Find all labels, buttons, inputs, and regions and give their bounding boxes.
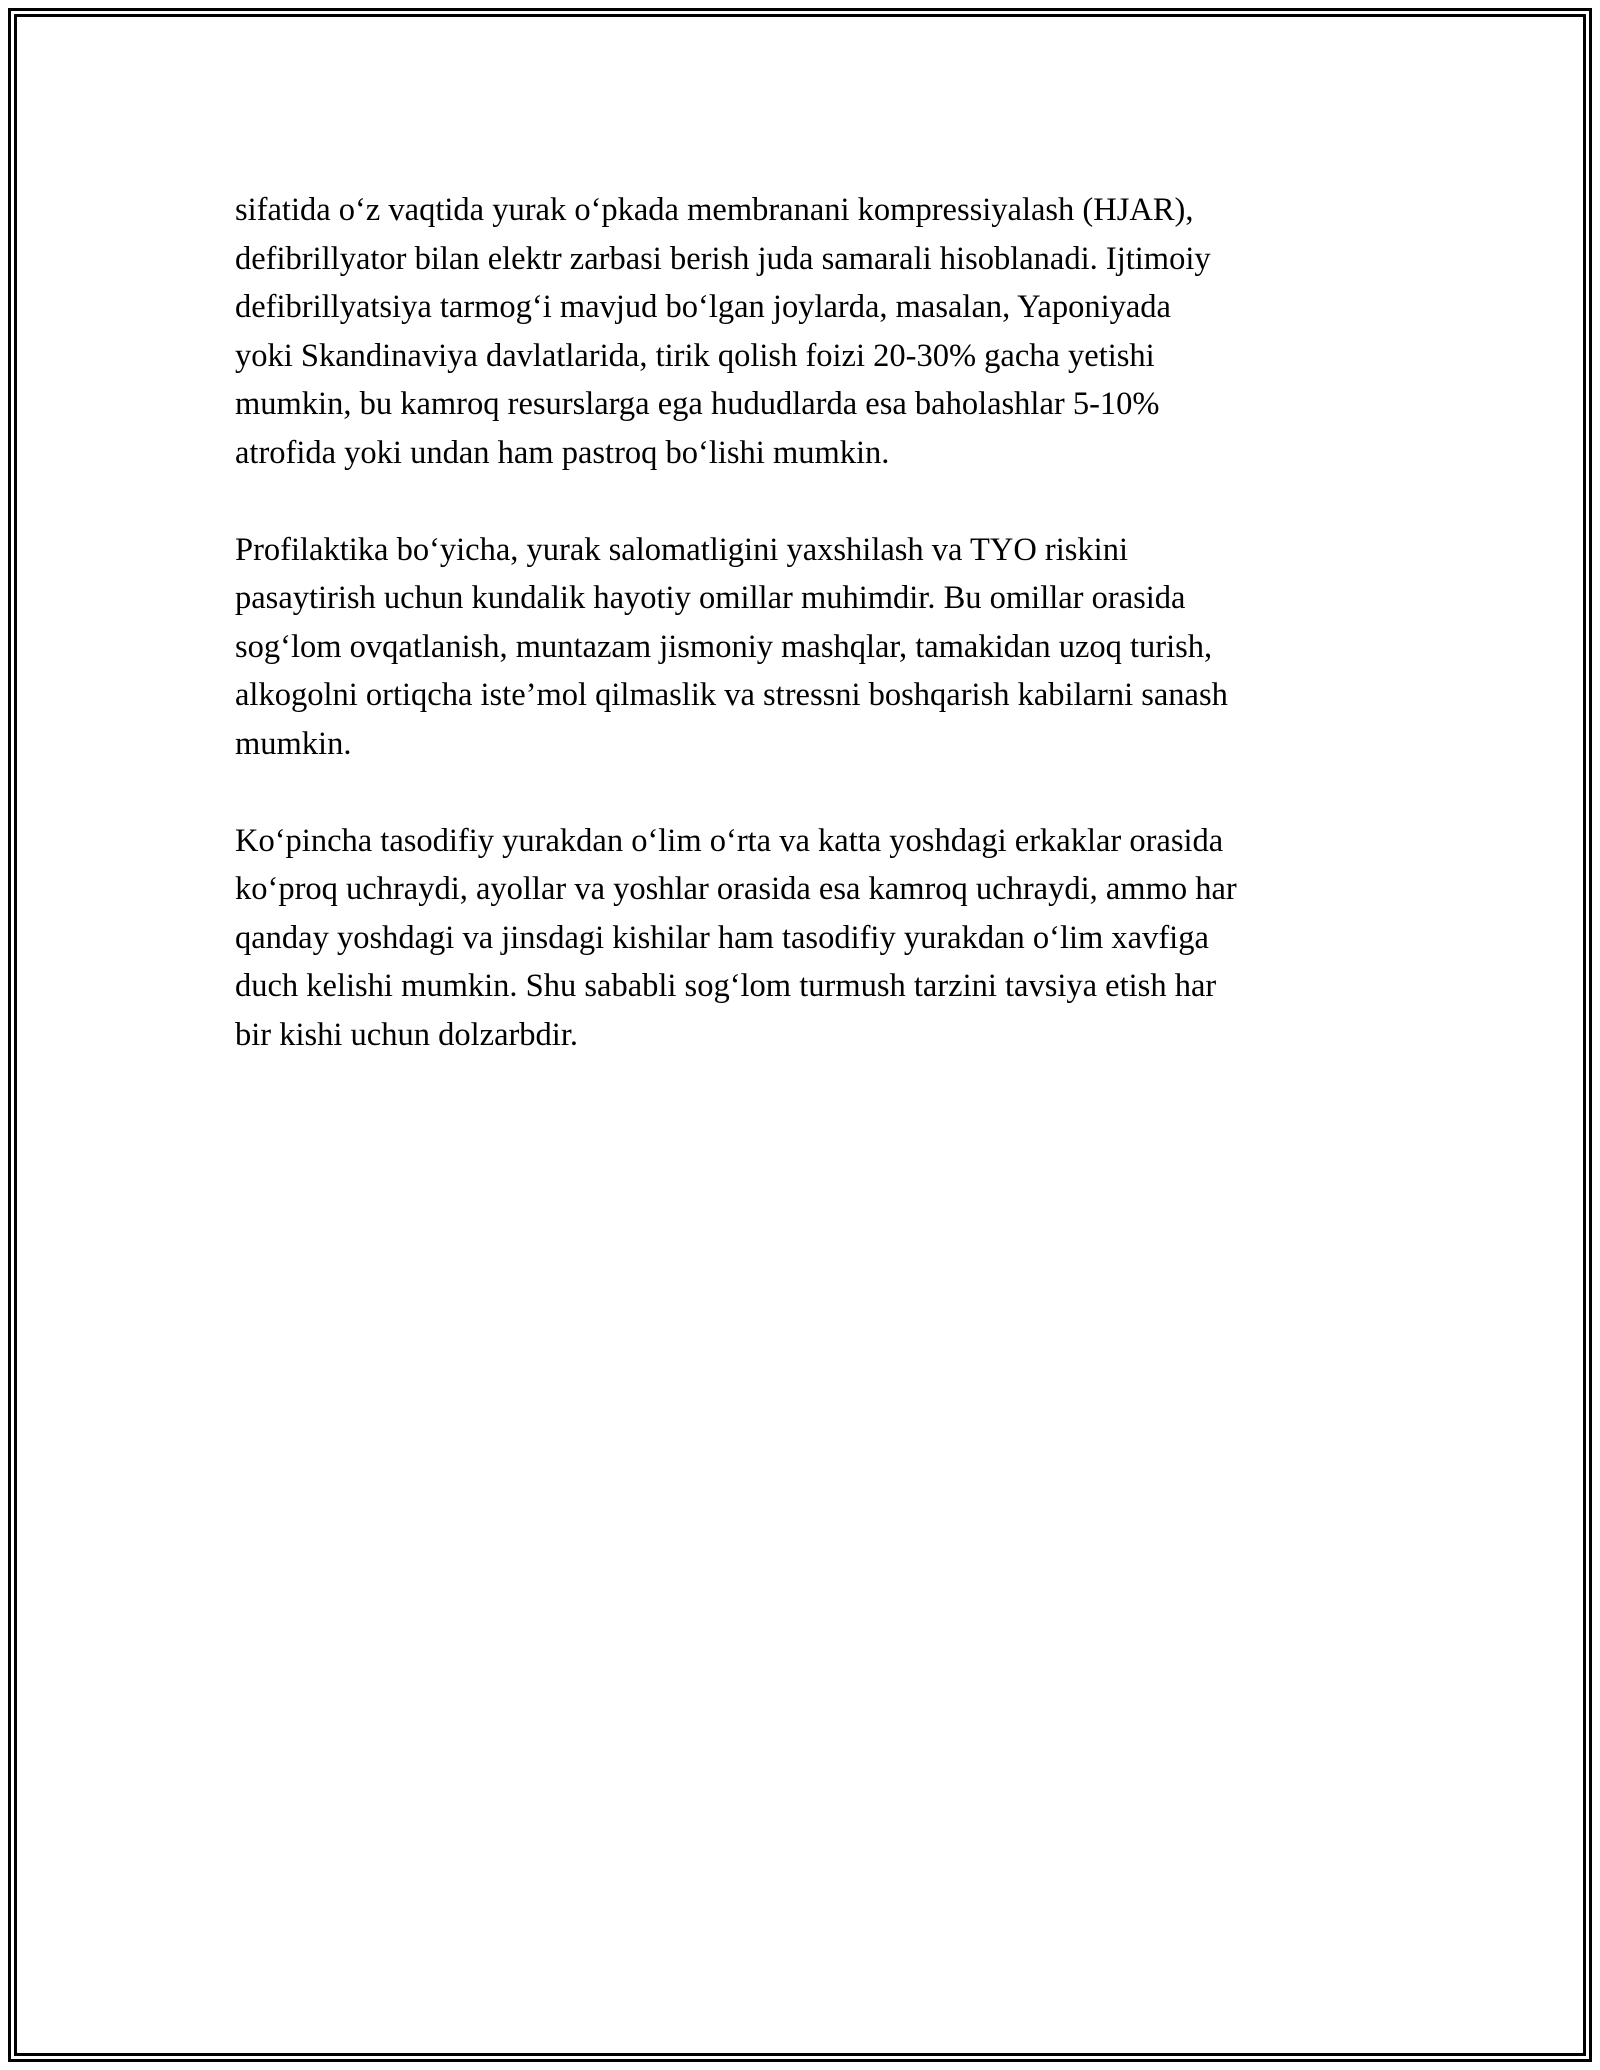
text-line: bir kishi uchun dolzarbdir. [235,1016,578,1053]
text-line: atrofida yoki undan ham pastroq bo‘lishi mumkin. [235,434,890,471]
paragraph-2 [235,526,1385,769]
text-line: sog‘lom ovqatlanish, muntazam jismoniy mashqlar, tamakidan uzoq turish, [235,628,1213,665]
paragraph-3 [235,817,1385,1060]
text-line: yoki Skandinaviya davlatlarida, tirik qolish foizi 20-30% gacha yetishi [235,337,1155,374]
text-line: alkogolni ortiqcha iste’mol qilmaslik va stressni boshqarish kabilarni sanash [235,677,1228,713]
text-line: ko‘proq uchraydi, ayollar va yoshlar orasida esa kamroq uchraydi, ammo har [235,871,1237,907]
text-line: mumkin, bu kamroq resurslarga ega hududlarda esa baholashlar 5-10% [235,386,1160,422]
text-line: pasaytirish uchun kundalik hayotiy omillar muhimdir. Bu omillar orasida [235,580,1186,616]
text-line: mumkin. [235,725,352,762]
text-line: sifatida o‘z vaqtida yurak o‘pkada membranani kompressiyalash (HJAR), [235,192,1194,228]
paragraph-1 [235,186,1385,477]
text-line: Profilaktika bo‘yicha, yurak salomatligini yaxshilash va TYO riskini [235,531,1128,568]
text-line: defibrillyator bilan elektr zarbasi berish juda samarali hisoblanadi. Ijtimoiy [235,240,1211,277]
text-line: Ko‘pincha tasodifiy yurakdan o‘lim o‘rta va katta yoshdagi erkaklar orasida [235,822,1224,859]
document-body [235,186,1385,1108]
text-line: defibrillyatsiya tarmog‘i mavjud bo‘lgan joylarda, masalan, Yaponiyada [235,289,1171,325]
text-line: duch kelishi mumkin. Shu sababli sog‘lom turmush tarzini tavsiya etish har [235,968,1217,1004]
text-line: qanday yoshdagi va jinsdagi kishilar ham tasodifiy yurakdan o‘lim xavfiga [235,919,1209,956]
